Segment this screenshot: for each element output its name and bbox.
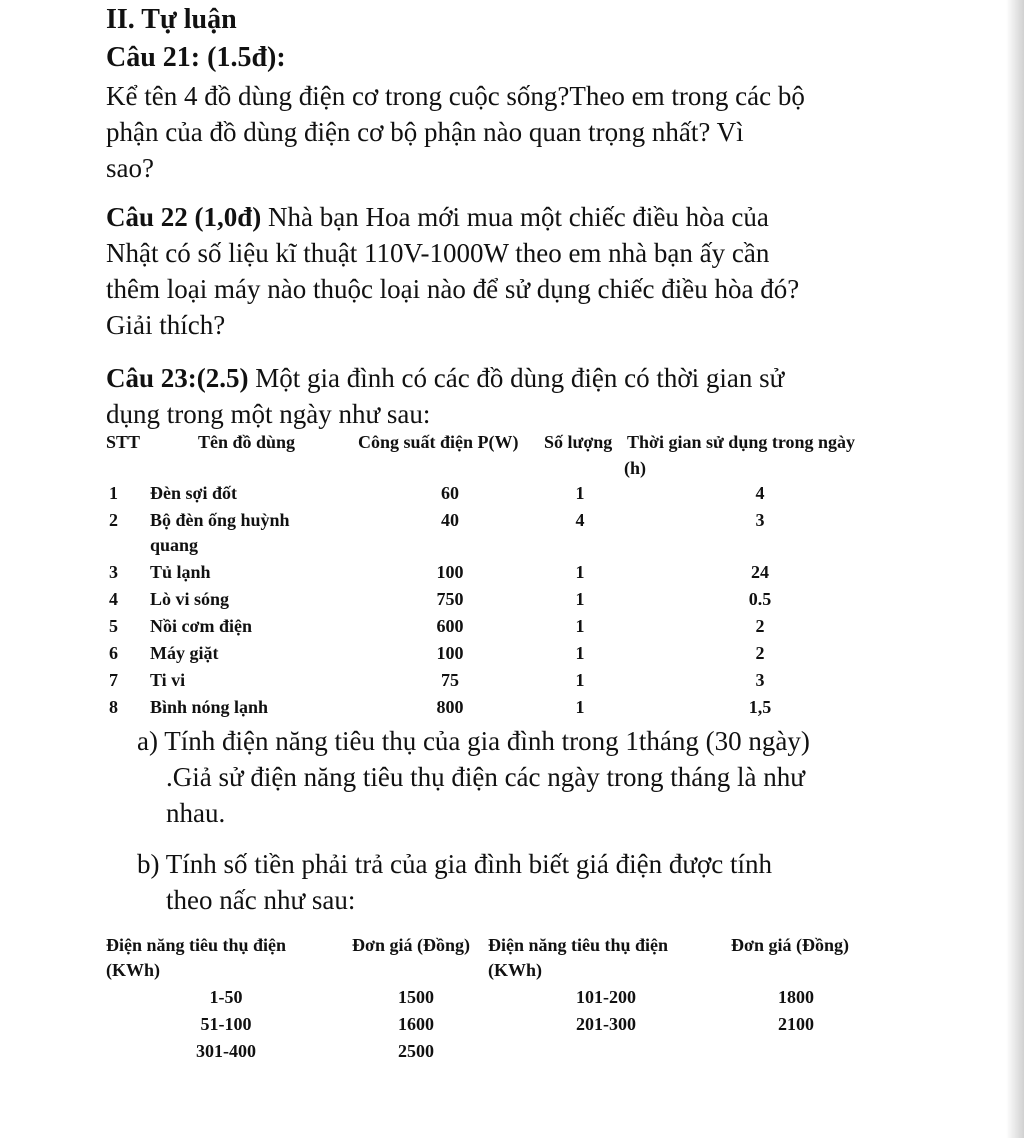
part-a-line-1: a) Tính điện năng tiêu thụ của gia đình trong 1tháng (30 ngày) [137,726,810,756]
row-power: 60 [441,483,459,503]
row-qty: 1 [575,616,585,636]
row-stt: 4 [109,589,118,609]
q23-line-1 [106,360,784,396]
table-header-time-unit: (h) [624,458,646,478]
row-power: 40 [441,510,459,530]
row-qty: 1 [575,697,585,717]
row-power: 600 [436,616,464,636]
row-power: 100 [436,562,464,582]
table-header-power: Công suất điện P(W) [358,432,519,452]
row-time: 2 [755,643,765,663]
price-header-energy-1: Điện năng tiêu thụ điện [106,935,287,955]
row-name: Bình nóng lạnh [150,697,269,717]
row-stt: 1 [109,483,118,503]
row-stt: 5 [109,616,118,636]
row-qty: 1 [575,483,585,503]
q22-line-4: Giải thích? [106,310,226,340]
part-b-line-1: b) Tính số tiền phải trả của gia đình biết giá điện được tính [137,849,773,879]
row-time: 24 [751,562,769,582]
row-qty: 1 [575,643,585,663]
row-qty: 1 [575,562,585,582]
price-header-price-2: Đơn giá (Đồng) [731,935,849,955]
q21-heading: Câu 21: (1.5đ): [106,42,286,73]
q23-label: Câu 23:(2.5) [106,363,249,393]
table-header-qty: Số lượng [544,432,613,452]
row-name: Máy giặt [150,643,219,663]
price-header-price-1: Đơn giá (Đồng) [352,935,470,955]
price-range-1: 301-400 [196,1041,256,1061]
q21-line-3: sao? [106,153,154,183]
row-time: 4 [755,483,765,503]
part-a-line-3: nhau. [166,798,226,828]
price-header-energy-2: Điện năng tiêu thụ điện [488,935,669,955]
q22-line-1-text: Nhà bạn Hoa mới mua một chiếc điều hòa của [261,202,769,232]
price-value-1: 1500 [398,987,434,1007]
price-header-energy-1-unit: (KWh) [106,960,160,980]
price-range-1: 51-100 [200,1014,252,1034]
q22-line-1 [106,199,769,235]
q22-line-3: thêm loại máy nào thuộc loại nào để sử dụng chiếc điều hòa đó? [106,274,800,304]
row-power: 800 [436,697,464,717]
row-name: Nồi cơm điện [150,616,252,636]
row-stt: 7 [109,670,118,690]
table-header-time: Thời gian sử dụng trong ngày [627,432,856,452]
row-name: Bộ đèn ống huỳnh [150,510,290,530]
price-range-1: 1-50 [209,987,243,1007]
price-value-2: 2100 [778,1014,814,1034]
row-name: Tủ lạnh [150,562,211,582]
q21-line-2: phận của đồ dùng điện cơ bộ phận nào quan trọng nhất? Vì [106,117,744,147]
part-a-line-2: .Giả sử điện năng tiêu thụ điện các ngày trong tháng là như [166,762,805,792]
row-power: 750 [436,589,464,609]
q21-line-1: Kể tên 4 đồ dùng điện cơ trong cuộc sống?Theo em trong các bộ [106,81,805,111]
price-value-1: 2500 [398,1041,434,1061]
q22-label: Câu 22 (1,0đ) [106,202,262,232]
row-qty: 4 [575,510,585,530]
table-header-name: Tên đồ dùng [198,432,296,452]
row-time: 3 [755,510,765,530]
section-title: II. Tự luận [106,4,237,35]
row-stt: 3 [109,562,118,582]
q23-line-2: dụng trong một ngày như sau: [106,399,431,429]
row-name-cont: quang [150,535,199,555]
page-edge-shadow [1006,0,1024,1138]
row-time: 3 [755,670,765,690]
row-time: 1,5 [748,697,772,717]
part-b-line-2: theo nấc như sau: [166,885,356,915]
price-range-2: 101-200 [576,987,636,1007]
row-name: Đèn sợi đốt [150,483,237,503]
q23-line-1-text: Một gia đình có các đồ dùng điện có thời gian sử [248,363,785,393]
price-header-energy-2-unit: (KWh) [488,960,542,980]
row-power: 100 [436,643,464,663]
price-range-2: 201-300 [576,1014,636,1034]
row-time: 0.5 [748,589,772,609]
row-power: 75 [441,670,459,690]
row-stt: 6 [109,643,118,663]
row-time: 2 [755,616,765,636]
price-value-2: 1800 [778,987,814,1007]
row-stt: 8 [109,697,118,717]
row-name: Ti vi [150,670,186,690]
row-qty: 1 [575,589,585,609]
row-qty: 1 [575,670,585,690]
q22-line-2: Nhật có số liệu kĩ thuật 110V-1000W theo em nhà bạn ấy cần [106,238,770,268]
price-value-1: 1600 [398,1014,434,1034]
row-stt: 2 [109,510,118,530]
table-header-stt: STT [106,432,141,452]
row-name: Lò vi sóng [150,589,230,609]
